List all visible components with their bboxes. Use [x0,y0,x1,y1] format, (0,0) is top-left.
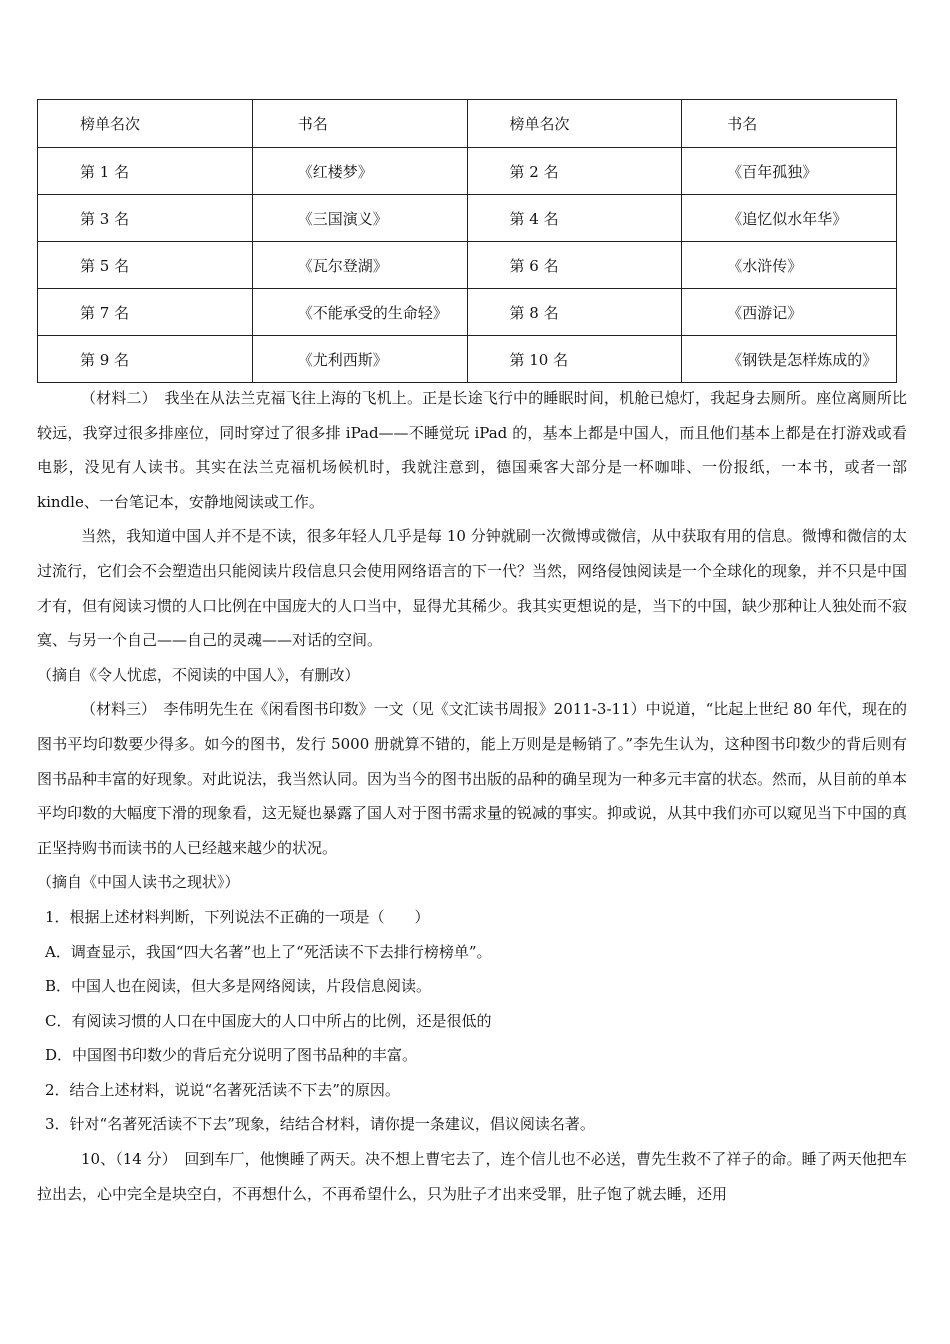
material-two-paragraph: 当然，我知道中国人并不是不读，很多年轻人几乎是每 10 分钟就刷一次微博或微信，从中获取有用的信息。微博和微信的太过流行，它们会不会塑造出只能阅读片段信息只会使用网络语言的下一代？当然，网络侵蚀阅读是一个全球化的现象，并不只是中国才有，但有阅读习惯的人口比例在中国庞大的人口当中，显得尤其稀少。我其实更想说的是，当下的中国，缺少那种让人独处而不寂寞、与另一个自己——自己的灵魂——对话的空间。 [37,527,908,650]
material-two-paragraph: （材料二） 我坐在从法兰克福飞往上海的飞机上。正是长途飞行中的睡眠时间，机舱已熄灯，我起身去厕所。座位离厕所比较远，我穿过很多排座位，同时穿过了很多排 iPad——不睡觉玩 iPad 的，基本上都是中国人，而且他们基本上都是在打游戏或看电影，没见有人读书。其实在法兰克福机场候机时，我就注意到，德国乘客大部分是一杯咖啡、一份报纸，一本书，或者一部 kindle、一台笔记本，安静地阅读或工作。 [37,389,907,511]
option-c: C．有阅读习惯的人口在中国庞大的人口中所占的比例，还是很低的 [45,1011,492,1030]
rank-cell: 第 7 名 [38,289,253,336]
option-b: B．中国人也在阅读，但大多是网络阅读，片段信息阅读。 [45,977,432,996]
book-cell: 《不能承受的生命轻》 [252,289,467,336]
rank-cell: 第 10 名 [467,336,682,383]
header-rank: 榜单名次 [38,100,253,148]
table-row [38,242,897,289]
rank-cell: 第 3 名 [38,195,253,242]
question-10-passage: 10、（14 分） 回到车厂，他懊睡了两天。决不想上曹宅去了，连个信儿也不必送，曹先生救不了祥子的命。睡了两天他把车拉出去，心中完全是块空白，不再想什么，不再希望什么，只为肚子才出来受罪，肚子饱了就去睡，还用 [37,1150,907,1203]
table-row [38,195,897,242]
material-two-source: （摘自《令人忧虑，不阅读的中国人》，有删改） [37,665,360,684]
rank-cell: 第 1 名 [38,148,253,195]
rank-cell: 第 4 名 [467,195,682,242]
book-cell: 《尤利西斯》 [252,336,467,383]
rank-cell: 第 9 名 [38,336,253,383]
table-header-row [38,100,897,148]
table-row [38,148,897,195]
material-three-paragraph: （材料三） 李伟明先生在《闲看图书印数》一文（见《文汇读书周报》2011-3-11）中说道，“比起上世纪 80 年代，现在的图书平均印数要少得多。如今的图书，发行 5000 册就算不错的，能上万则是是畅销了。”李先生认为，这种图书印数少的背后则有图书品种丰富的好现象。对此说法，我当然认同。因为当今的图书出版的品种的确呈现为一种多元丰富的状态。然而，从目前的单本平均印数的大幅度下滑的现象看，这无疑也暴露了国人对于图书需求量的锐减的事实。抑或说，从其中我们亦可以窥见当下中国的真正坚持购书而读书的人已经越来越少的状况。 [37,700,908,857]
header-rank: 榜单名次 [467,100,682,148]
option-d: D．中国图书印数少的背后充分说明了图书品种的丰富。 [45,1046,418,1065]
header-title: 书名 [252,100,467,148]
question-1: 1．根据上述材料判断，下列说法不正确的一项是（ ） [45,907,430,926]
material-three-source: （摘自《中国人读书之现状》） [37,873,240,892]
question-3: 3．针对“名著死活读不下去”现象，结结合材料，请你提一条建议，倡议阅读名著。 [45,1115,595,1134]
article-body [37,381,907,1211]
book-cell: 《红楼梦》 [252,148,467,195]
rank-cell: 第 6 名 [467,242,682,289]
table-row [38,336,897,383]
book-cell: 《钢铁是怎样炼成的》 [682,336,897,383]
book-cell: 《三国演义》 [252,195,467,242]
ranking-table [37,99,897,383]
table-row [38,289,897,336]
book-cell: 《水浒传》 [682,242,897,289]
question-2: 2．结合上述材料，说说“名著死活读不下去”的原因。 [45,1080,400,1099]
book-cell: 《瓦尔登湖》 [252,242,467,289]
header-title: 书名 [682,100,897,148]
rank-cell: 第 5 名 [38,242,253,289]
option-a: A．调查显示，我国“四大名著”也上了“死活读不下去排行榜榜单”。 [45,942,492,961]
rank-cell: 第 2 名 [467,148,682,195]
rank-cell: 第 8 名 [467,289,682,336]
book-cell: 《百年孤独》 [682,148,897,195]
book-cell: 《西游记》 [682,289,897,336]
book-cell: 《追忆似水年华》 [682,195,897,242]
